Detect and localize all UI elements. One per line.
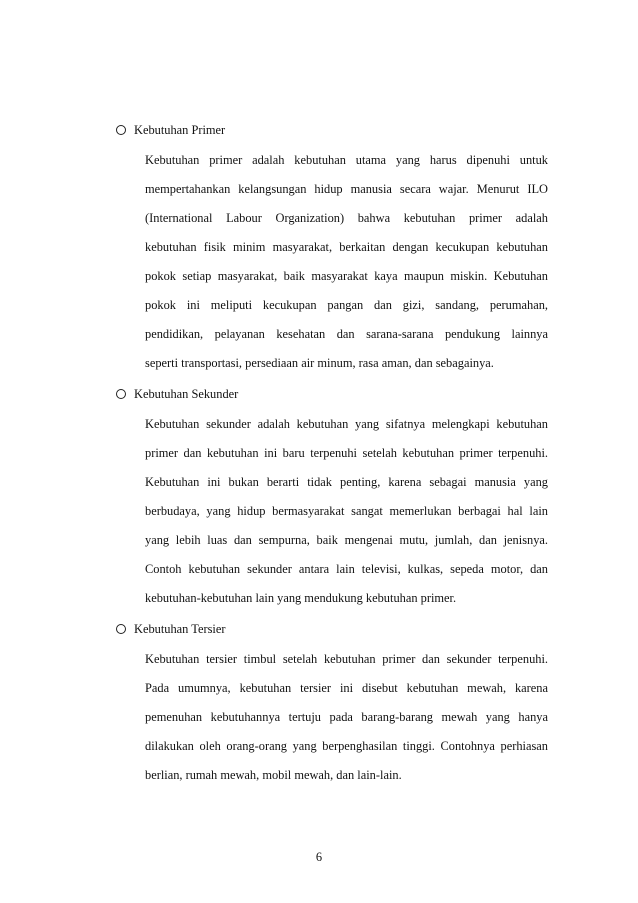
hollow-circle-bullet-icon	[116, 389, 126, 399]
section-heading-primer: Kebutuhan Primer	[116, 120, 225, 140]
paragraph-line: pendidikan, pelayanan kesehatan dan sarana-sarana pendukung lainnya	[145, 327, 548, 341]
paragraph-line: Kebutuhan tersier timbul setelah kebutuhan primer dan sekunder terpenuhi.	[145, 652, 548, 666]
paragraph-line: yang lebih luas dan sempurna, baik mengenai mutu, jumlah, dan jenisnya.	[145, 533, 548, 547]
paragraph-line: Kebutuhan sekunder adalah kebutuhan yang sifatnya melengkapi kebutuhan	[145, 417, 548, 431]
paragraph-line: (International Labour Organization) bahwa kebutuhan primer adalah	[145, 211, 548, 225]
paragraph-line: primer dan kebutuhan ini baru terpenuhi setelah kebutuhan primer terpenuhi.	[145, 446, 548, 460]
paragraph-line: pemenuhan kebutuhannya tertuju pada barang-barang mewah yang hanya	[145, 710, 548, 724]
paragraph-line: pokok ini meliputi kecukupan pangan dan gizi, sandang, perumahan,	[145, 298, 548, 312]
paragraph-line: Pada umumnya, kebutuhan tersier ini disebut kebutuhan mewah, karena	[145, 681, 548, 695]
paragraph-line: kebutuhan fisik minim masyarakat, berkaitan dengan kecukupan kebutuhan	[145, 240, 548, 254]
paragraph-line: mempertahankan kelangsungan hidup manusia secara wajar. Menurut ILO	[145, 182, 548, 196]
section-heading-sekunder: Kebutuhan Sekunder	[116, 384, 238, 404]
paragraph-line: berlian, rumah mewah, mobil mewah, dan lain-lain.	[145, 768, 402, 782]
paragraph-line: pokok setiap masyarakat, baik masyarakat kaya maupun miskin. Kebutuhan	[145, 269, 548, 283]
paragraph-line: Contoh kebutuhan sekunder antara lain televisi, kulkas, sepeda motor, dan	[145, 562, 548, 576]
paragraph-line: dilakukan oleh orang-orang yang berpenghasilan tinggi. Contohnya perhiasan	[145, 739, 548, 753]
paragraph-line: kebutuhan-kebutuhan lain yang mendukung kebutuhan primer.	[145, 591, 457, 605]
section-heading-tersier: Kebutuhan Tersier	[116, 619, 225, 639]
paragraph-line: Kebutuhan ini bukan berarti tidak penting, karena sebagai manusia yang	[145, 475, 548, 489]
paragraph-line: berbudaya, yang hidup bermasyarakat sangat memerlukan berbagai hal lain	[145, 504, 548, 518]
hollow-circle-bullet-icon	[116, 624, 126, 634]
page-number: 6	[315, 850, 323, 864]
paragraph-line: Kebutuhan primer adalah kebutuhan utama yang harus dipenuhi untuk	[145, 153, 548, 167]
paragraph-line: seperti transportasi, persediaan air minum, rasa aman, dan sebagainya.	[145, 356, 494, 370]
hollow-circle-bullet-icon	[116, 125, 126, 135]
